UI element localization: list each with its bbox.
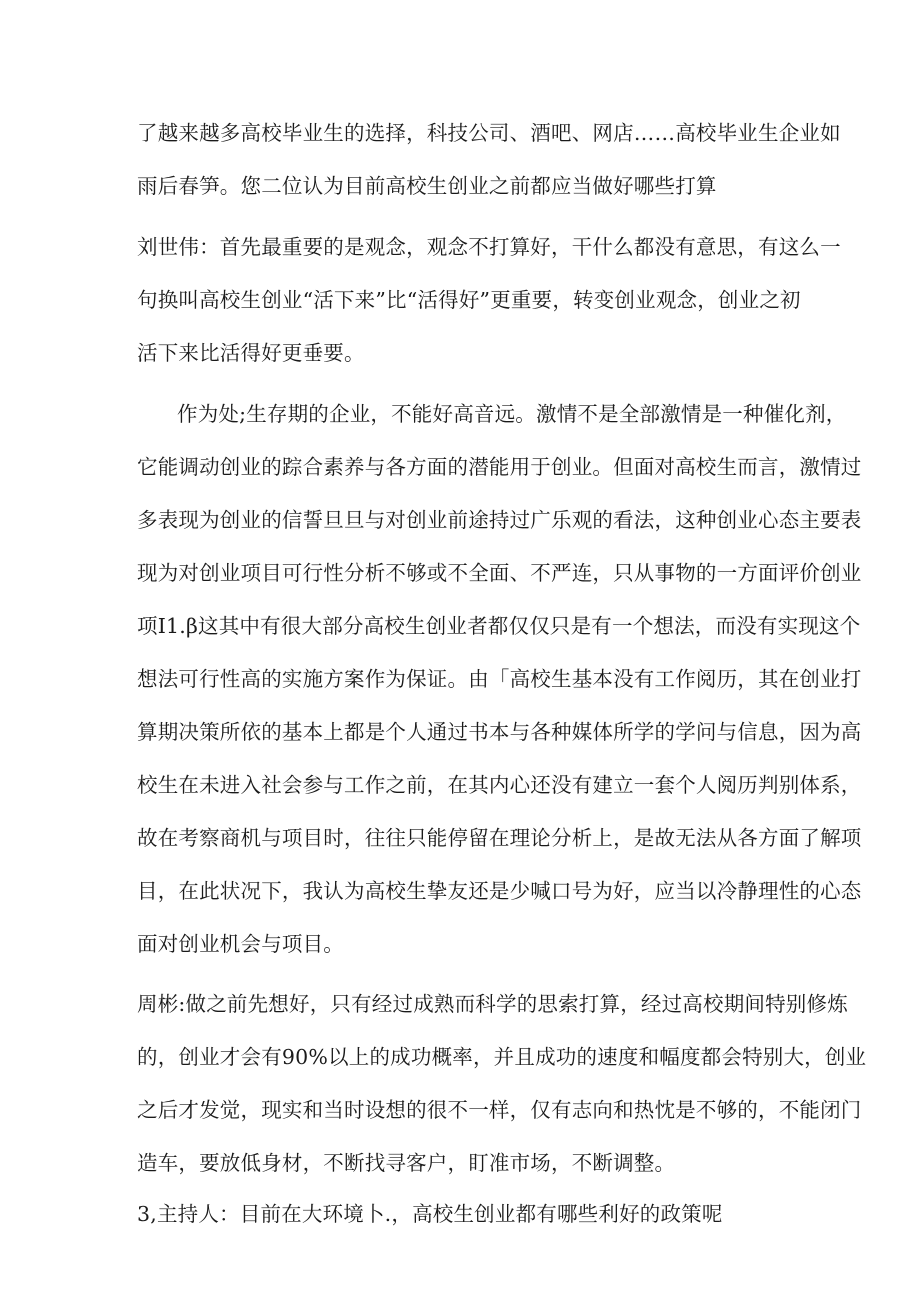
text-line: 了越来越多高校毕业生的选择，科技公司、酒吧、网店……高校毕业生企业如	[137, 121, 841, 145]
text-line: 雨后春笋。您二位认为目前高校生创业之前都应当做好哪些打算	[137, 174, 717, 198]
text-line: 面对创业机会与项目。	[137, 932, 344, 956]
text-line: 的，创业才会有90%以上的成功概率，并且成功的速度和幅度都会特别大，创业	[137, 1045, 867, 1069]
text-line: 项I1.β这其中有很大部分高校生创业者都仅仅只是有一个想法，而没有实现这个	[137, 614, 861, 638]
text-line: 目，在此状况下，我认为高校生挚友还是少喊口号为好，应当以冷静理性的心态	[137, 879, 862, 903]
text-line: 作为处;生存期的企业，不能好高音远。激情不是全部激情是一种催化剂，	[177, 402, 847, 426]
text-line: 活下来比活得好更垂要。	[137, 341, 365, 365]
text-line: 想法可行性高的实施方案作为保证。由「高校生基本没有工作阅历，其在创业打	[137, 667, 862, 691]
text-line: 多表现为创业的信誓旦旦与对创业前途持过广乐观的看法，这种创业心态主要表	[137, 508, 862, 532]
text-line: 校生在未进入社会参与工作之前，在其内心还没有建立一套个人阅历判别体系，	[137, 773, 862, 797]
text-line: 现为对创业项目可行性分析不够或不全面、不严连，只从事物的一方面评价创业	[137, 561, 862, 585]
text-line: 句换叫高校生创业“活下来”比“活得好”更重要，转变创业观念，创业之初	[137, 288, 801, 312]
text-line: 故在考察商机与项目时，往往只能停留在理论分析上，是故无法从各方面了解项	[137, 826, 862, 850]
text-line: 造车，要放低身材，不断找寻客户，盯准市场，不断调整。	[137, 1151, 676, 1175]
text-line: 3,主持人：目前在大环境卜.，高校生创业都有哪些利好的政策呢	[137, 1202, 723, 1226]
text-line: 刘世伟：首先最重要的是观念，观念不打算好，干什么都没有意思，有这么一	[137, 235, 841, 259]
text-line: 它能调动创业的踪合素养与各方面的潜能用于创业。但面对高校生而言，激情过	[137, 455, 862, 479]
text-line: 之后才发觉，现实和当时设想的很不一样，仅有志向和热忱是不够的，不能闭门	[137, 1098, 862, 1122]
text-line: 周彬:做之前先想好，只有经过成熟而科学的思索打算，经过高校期间特别修炼	[137, 992, 848, 1016]
text-line: 算期决策所依的基本上都是个人通过书本与各种媒体所学的学问与信息，因为高	[137, 720, 862, 744]
